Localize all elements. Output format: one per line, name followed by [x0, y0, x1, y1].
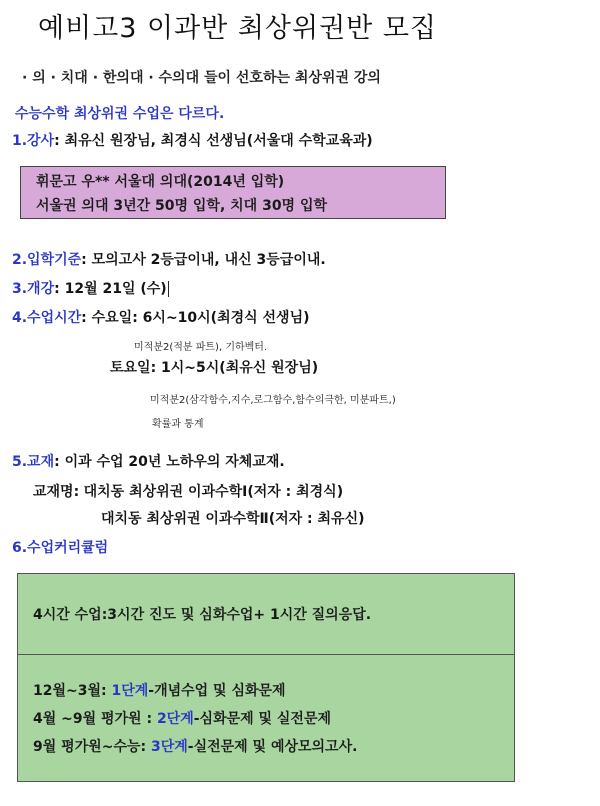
bullet-line: · 의 · 치대 · 한의대 · 수의대 들이 선호하는 최상위권 강의 [22, 70, 381, 86]
highlight-box [20, 166, 446, 219]
schedule-label: 4.수업시간 [12, 310, 82, 326]
textbook-text: : 이과 수업 20년 노하우의 자체교재. [54, 454, 285, 470]
textbook-book-1-line [33, 481, 343, 501]
curriculum-row-stage: 2단계 [156, 711, 194, 727]
curriculum-row-desc: -실전문제 및 예상모의고사. [187, 739, 358, 755]
curriculum-row-period: 4월 ~9월 평가원 : [33, 711, 157, 727]
start-label: 3.개강 [12, 281, 55, 297]
textbook-name-label: 교재명: [33, 484, 80, 500]
curriculum-row-stage: 1단계 [111, 683, 149, 699]
schedule-sat: 토요일: 1시~5시(최유신 원장님) [110, 360, 319, 376]
criteria-label: 2.입학기준 [12, 252, 82, 268]
curriculum-box [17, 573, 515, 782]
teacher-label: 1.강사 [12, 133, 55, 149]
highlight-line-1: 휘문고 우** 서울대 의대(2014년 입학) [36, 174, 285, 190]
highlight-line-2: 서울권 의대 3년간 50명 입학, 치대 30명 입학 [36, 198, 328, 214]
curriculum-label: 6.수업커리큘럼 [12, 540, 109, 556]
schedule-wed-topics: 미적분2(적분 파트), 기하벡터. [134, 342, 268, 353]
curriculum-row [33, 708, 331, 728]
teacher-line [12, 130, 373, 150]
teacher-text: : 최유신 원장님, 최경식 선생님(서울대 수학교육과) [54, 133, 373, 149]
headline: 수능수학 최상위권 수업은 다르다. [15, 106, 225, 122]
text-cursor [168, 281, 169, 297]
page-title: 예비고3 이과반 최상위권반 모집 [38, 13, 437, 44]
curriculum-row-desc: -개념수업 및 심화문제 [148, 683, 286, 699]
start-line [12, 278, 169, 298]
schedule-sat-topics-2: 확률과 통계 [152, 419, 204, 430]
textbook-line [12, 451, 285, 471]
textbook-label: 5.교재 [12, 454, 55, 470]
schedule-sat-topics-1: 미적분2(삼각함수,지수,로그함수,함수의극한, 미분파트,) [150, 395, 396, 406]
curriculum-row [33, 680, 286, 700]
textbook-book-2: 대치동 최상위권 이과수학Ⅱ(저자 : 최유신) [101, 511, 365, 527]
curriculum-summary: 4시간 수업:3시간 진도 및 심화수업+ 1시간 질의응답. [33, 607, 372, 623]
schedule-wed: : 수요일: 6시~10시(최경식 선생님) [81, 310, 310, 326]
curriculum-row-desc: -심화문제 및 실전문제 [193, 711, 332, 727]
start-text: : 12월 21일 (수) [54, 281, 167, 297]
curriculum-row-period: 12월~3월: [33, 683, 112, 699]
textbook-book-1: 대치동 최상위권 이과수학Ⅰ(저자 : 최경식) [83, 484, 344, 500]
schedule-line [12, 307, 310, 327]
criteria-line [12, 249, 326, 269]
curriculum-row-stage: 3단계 [150, 739, 188, 755]
criteria-text: : 모의고사 2등급이내, 내신 3등급이내. [81, 252, 326, 268]
curriculum-row [33, 736, 357, 756]
curriculum-divider [18, 654, 514, 655]
curriculum-row-period: 9월 평가원~수능: [33, 739, 151, 755]
